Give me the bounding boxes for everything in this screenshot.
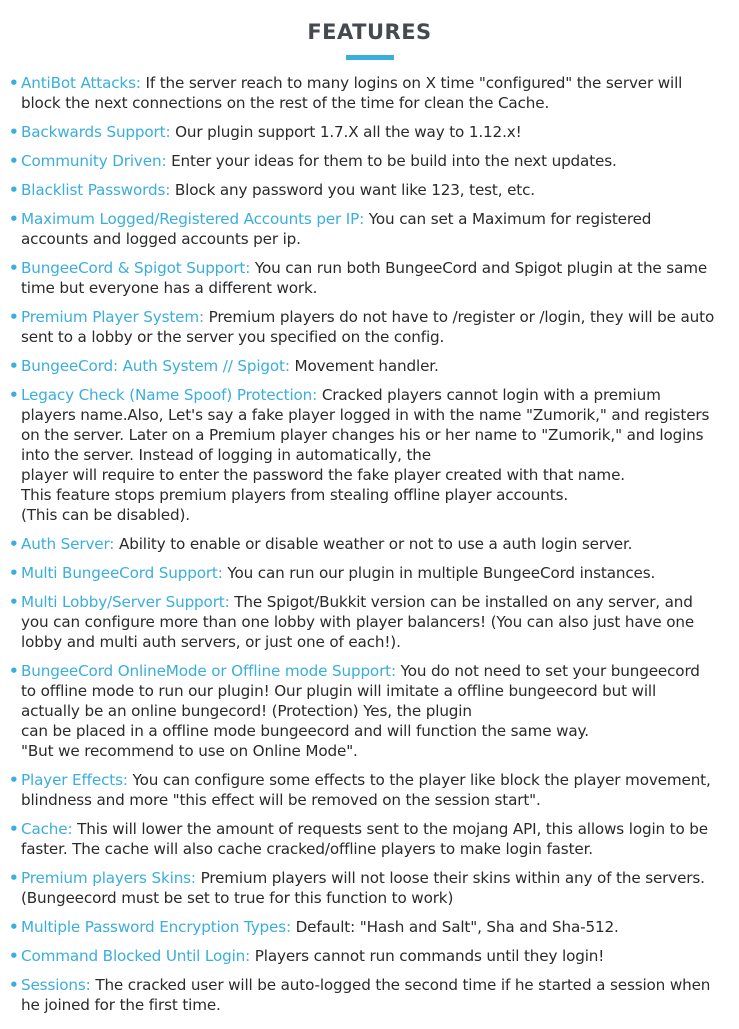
feature-description: Movement handler.: [294, 357, 439, 375]
feature-item: [10, 122, 717, 142]
feature-label: Multiple Password Encryption Types:: [21, 918, 291, 936]
feature-label: BungeeCord: Auth System // Spigot:: [21, 357, 290, 375]
bullet-icon: •: [9, 564, 19, 582]
feature-description: Premium players will not loose their skins within any of the servers. (Bungeecord must be set to true for this function to work): [21, 869, 705, 907]
feature-description: Ability to enable or disable weather or not to use a auth login server.: [118, 535, 633, 553]
features-header: [0, 0, 739, 60]
feature-label: Multi Lobby/Server Support:: [21, 593, 230, 611]
feature-description: If the server reach to many logins on X time "configured" the server will block the next connections on the rest of the time for clean the Cache.: [21, 74, 683, 112]
feature-item: [10, 868, 717, 908]
feature-item: [10, 563, 717, 583]
feature-item: [10, 209, 717, 249]
feature-item: [10, 73, 717, 113]
feature-label: Cache:: [21, 820, 73, 838]
feature-description: You can configure some effects to the player like block the player movement, blindness and more "this effect will be removed on the session start".: [21, 771, 711, 809]
bullet-icon: •: [9, 308, 19, 326]
feature-label: AntiBot Attacks:: [21, 74, 141, 92]
feature-label: Community Driven:: [21, 152, 167, 170]
feature-description: Premium players do not have to /register or /login, they will be auto sent to a lobby or the server you specified on the config.: [21, 308, 715, 346]
feature-item: [10, 592, 717, 652]
feature-label: Blacklist Passwords:: [21, 181, 171, 199]
feature-description: Cracked players cannot login with a premium players name.Also, Let's say a fake player logged in with the name "Zumorik," and registers on the server. Later on a Premium player changes his or her name to "Zumorik," and logins into the server. Instead of logging in automatically, the player will require to enter the password the fake player created with that name. This feature stops premium players from stealing offline player accounts. (This can be disabled).: [21, 386, 710, 524]
feature-item: [10, 534, 717, 554]
bullet-icon: •: [9, 181, 19, 199]
feature-item: [10, 917, 717, 937]
bullet-icon: •: [9, 386, 19, 404]
feature-label: Premium Player System:: [21, 308, 204, 326]
feature-item: [10, 975, 717, 1015]
feature-label: Backwards Support:: [21, 123, 171, 141]
feature-item: [10, 258, 717, 298]
feature-description: Players cannot run commands until they login!: [254, 947, 605, 965]
feature-label: Multi BungeeCord Support:: [21, 564, 223, 582]
feature-item: [10, 180, 717, 200]
feature-list: [0, 73, 739, 1015]
feature-label: Legacy Check (Name Spoof) Protection:: [21, 386, 318, 404]
bullet-icon: •: [9, 259, 19, 277]
bullet-icon: •: [9, 357, 19, 375]
feature-description: Enter your ideas for them to be build into the next updates.: [171, 152, 617, 170]
feature-label: Premium players Skins:: [21, 869, 196, 887]
feature-item: [10, 385, 717, 525]
feature-description: You do not need to set your bungeecord to offline mode to run our plugin! Our plugin will imitate a offline bungeecord but will actually be an online bungecord! (Protection) Yes, the plugin can be placed in a offline mode bungeecord and will function the same way. "But we recommend to use on Online Mode".: [21, 662, 700, 760]
bullet-icon: •: [9, 947, 19, 965]
feature-description: Our plugin support 1.7.X all the way to 1.12.x!: [175, 123, 522, 141]
feature-description: Default: "Hash and Salt", Sha and Sha-512.: [295, 918, 619, 936]
bullet-icon: •: [9, 976, 19, 994]
bullet-icon: •: [9, 593, 19, 611]
feature-description: You can set a Maximum for registered accounts and logged accounts per ip.: [21, 210, 652, 248]
feature-description: The Spigot/Bukkit version can be installed on any server, and you can configure more than one lobby with player balancers! (You can also just have one lobby and multi auth servers, or just one of each!).: [21, 593, 695, 651]
bullet-icon: •: [9, 771, 19, 789]
bullet-icon: •: [9, 210, 19, 228]
feature-item: [10, 307, 717, 347]
feature-description: You can run both BungeeCord and Spigot plugin at the same time but everyone has a different work.: [21, 259, 708, 297]
feature-item: [10, 946, 717, 966]
feature-description: This will lower the amount of requests sent to the mojang API, this allows login to be faster. The cache will also cache cracked/offline players to make login faster.: [21, 820, 708, 858]
bullet-icon: •: [9, 869, 19, 887]
feature-item: [10, 661, 717, 761]
feature-description: Block any password you want like 123, test, etc.: [174, 181, 535, 199]
bullet-icon: •: [9, 918, 19, 936]
bullet-icon: •: [9, 74, 19, 92]
feature-item: [10, 151, 717, 171]
feature-label: Player Effects:: [21, 771, 128, 789]
bullet-icon: •: [9, 123, 19, 141]
feature-label: Sessions:: [21, 976, 91, 994]
feature-label: BungeeCord & Spigot Support:: [21, 259, 251, 277]
feature-item: [10, 770, 717, 810]
feature-description: You can run our plugin in multiple BungeeCord instances.: [227, 564, 656, 582]
feature-label: Command Blocked Until Login:: [21, 947, 251, 965]
bullet-icon: •: [9, 535, 19, 553]
feature-label: Auth Server:: [21, 535, 115, 553]
bullet-icon: •: [9, 820, 19, 838]
title-underline: [346, 55, 394, 60]
feature-item: [10, 819, 717, 859]
feature-item: [10, 356, 717, 376]
bullet-icon: •: [9, 662, 19, 680]
bullet-icon: •: [9, 152, 19, 170]
feature-label: BungeeCord OnlineMode or Offline mode Support:: [21, 662, 396, 680]
feature-description: The cracked user will be auto-logged the second time if he started a session when he joined for the first time.: [21, 976, 711, 1014]
feature-label: Maximum Logged/Registered Accounts per IP:: [21, 210, 365, 228]
page-title: FEATURES: [307, 20, 432, 44]
